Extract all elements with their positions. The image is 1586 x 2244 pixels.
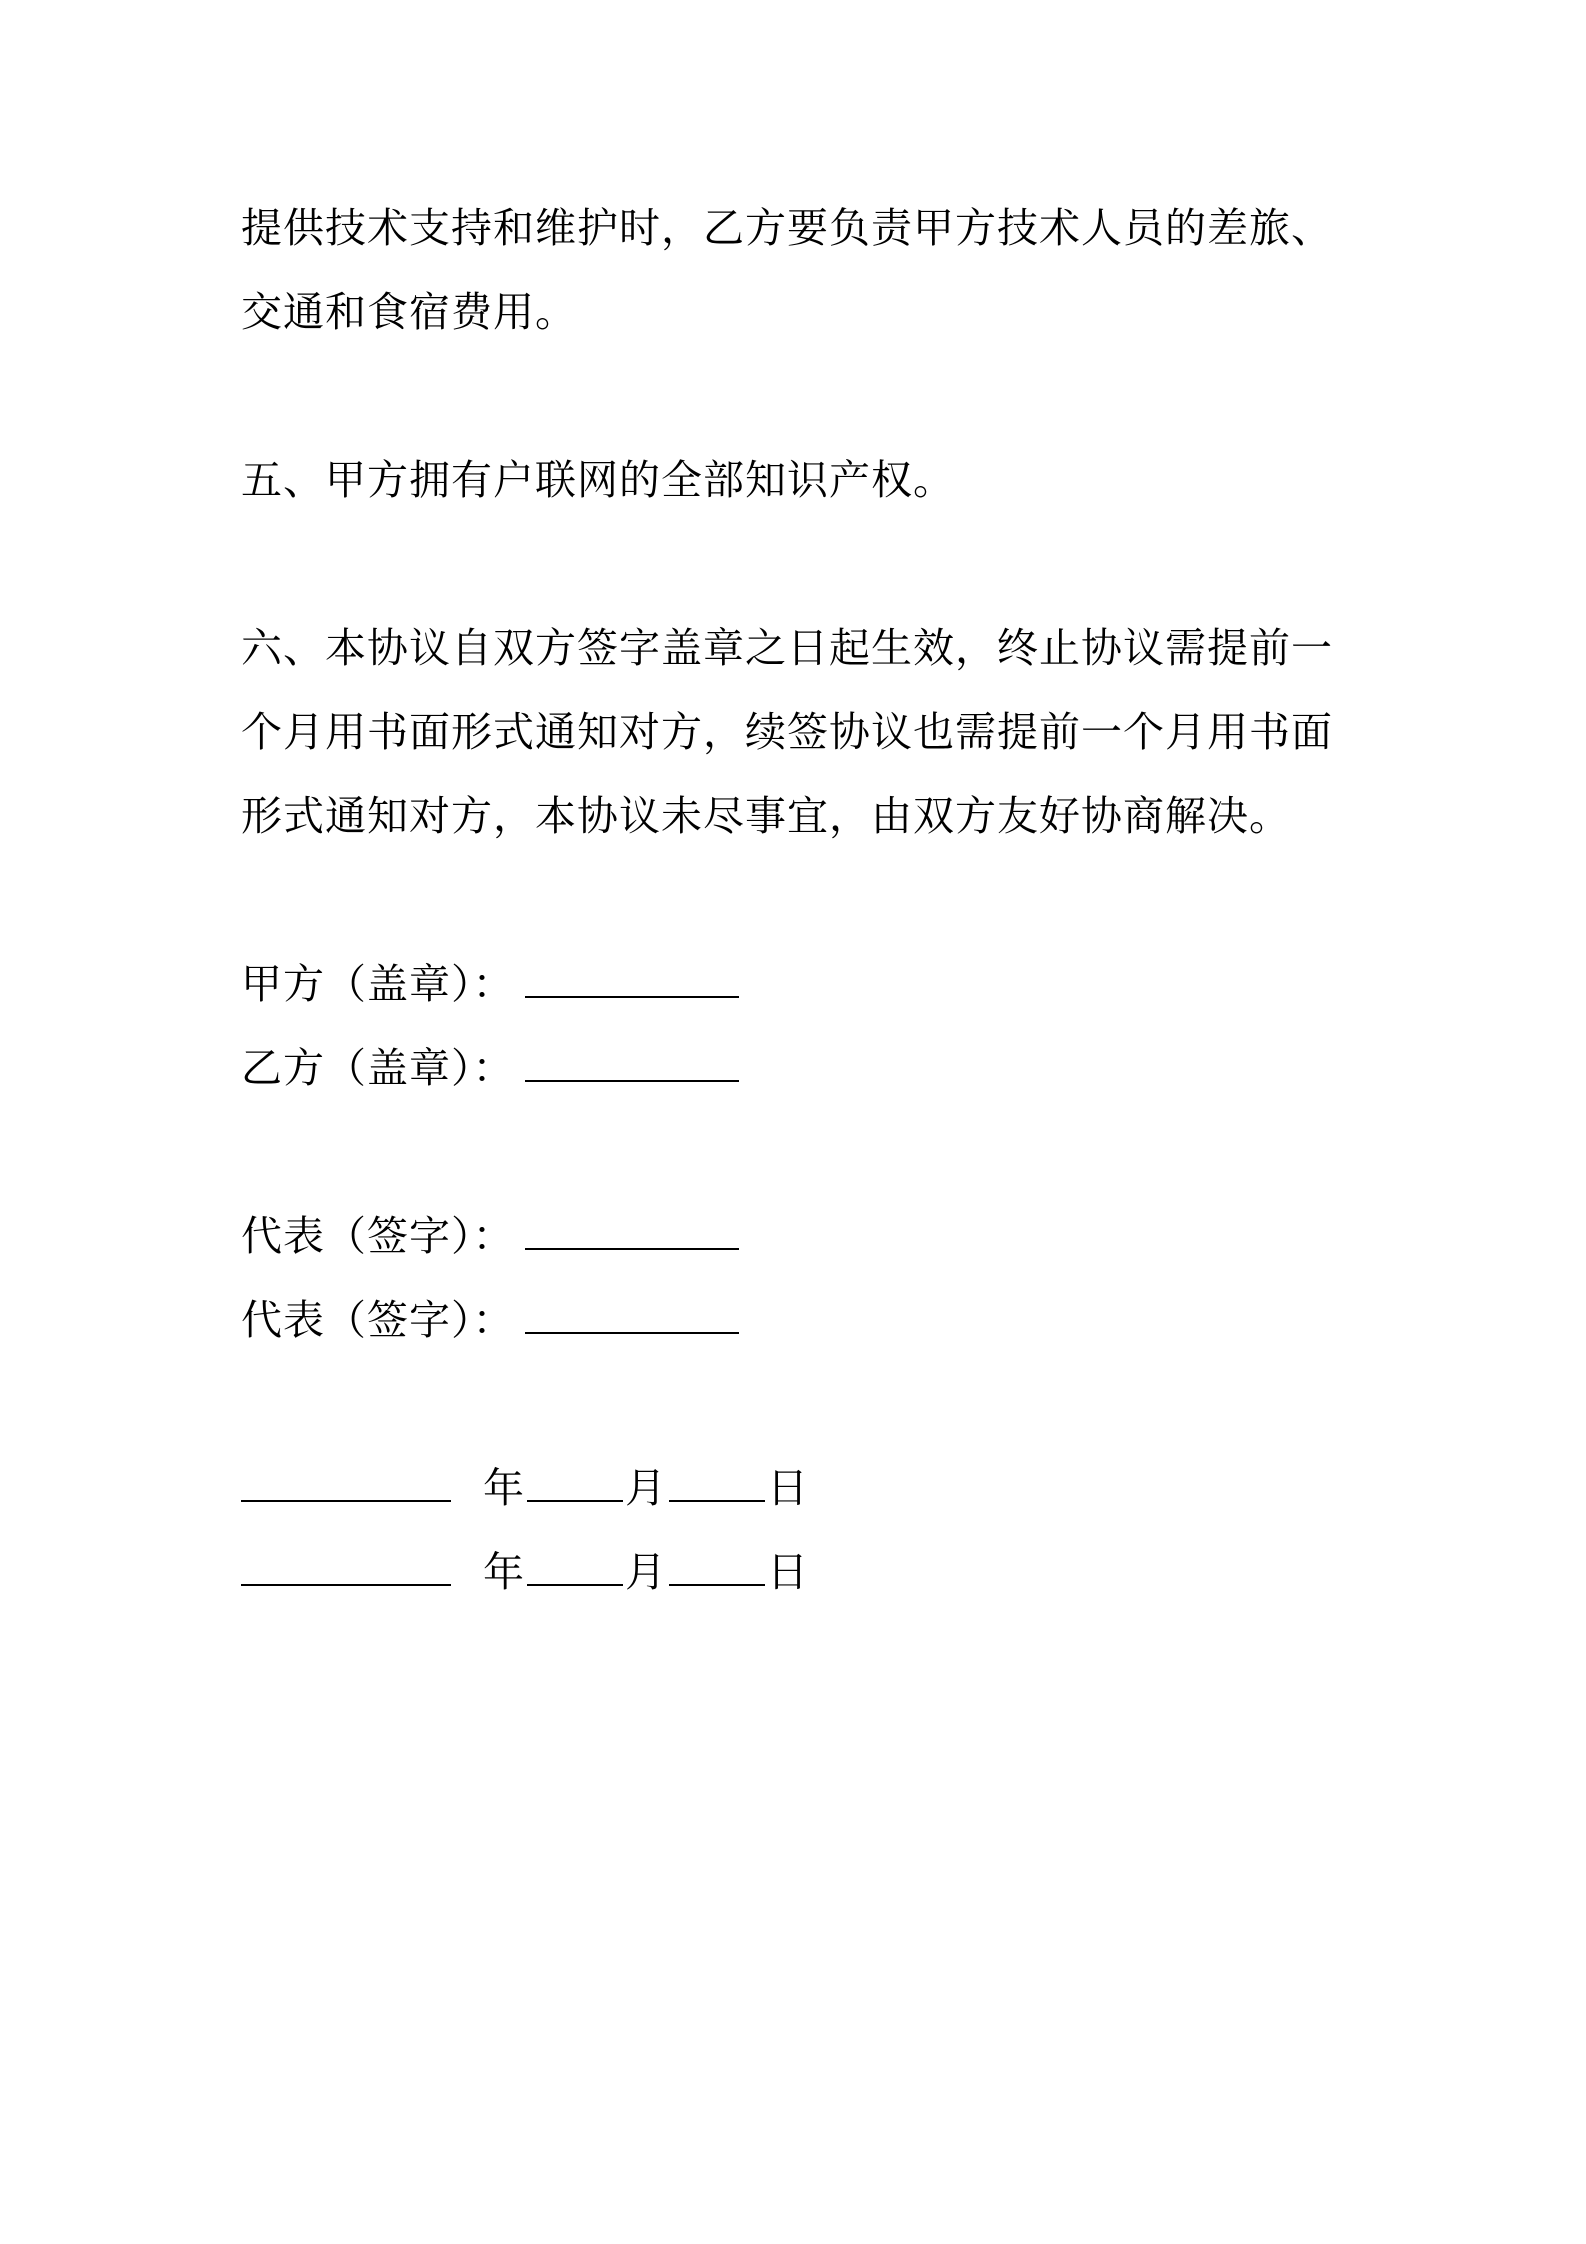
party-a-seal-row: [241, 954, 739, 1014]
date-1-year-label: 年: [483, 1464, 526, 1512]
representative-2-blank[interactable]: [525, 1296, 739, 1334]
date-2-month-label: 月: [625, 1548, 668, 1596]
date-1-day-blank[interactable]: [669, 1464, 765, 1502]
representative-2-label: 代表（签字）：: [241, 1296, 515, 1344]
date-2-month-blank[interactable]: [527, 1548, 623, 1586]
date-1-year-blank[interactable]: [241, 1464, 451, 1502]
date-2-year-label: 年: [483, 1548, 526, 1596]
paragraph-4-line-2: 交通和食宿费用。: [241, 288, 577, 336]
date-1-month-label: 月: [625, 1464, 668, 1512]
paragraph-4-line-1: 提供技术支持和维护时，乙方要负责甲方技术人员的差旅、: [241, 204, 1333, 252]
representative-1-row: [241, 1206, 739, 1266]
date-2-day-label: 日: [767, 1548, 810, 1596]
party-a-seal-blank[interactable]: [525, 960, 739, 998]
party-b-seal-row: [241, 1038, 739, 1098]
date-row-1: [241, 1458, 811, 1518]
party-b-seal-blank[interactable]: [525, 1044, 739, 1082]
date-1-day-label: 日: [767, 1464, 810, 1512]
paragraph-6-line-1: 六、本协议自双方签字盖章之日起生效，终止协议需提前一: [241, 624, 1333, 672]
party-b-seal-label: 乙方（盖章）：: [241, 1044, 515, 1092]
date-row-2: [241, 1542, 811, 1602]
paragraph-6-line-2: 个月用书面形式通知对方，续签协议也需提前一个月用书面: [241, 708, 1333, 756]
representative-1-blank[interactable]: [525, 1212, 739, 1250]
representative-2-row: [241, 1290, 739, 1350]
representative-1-label: 代表（签字）：: [241, 1212, 515, 1260]
date-2-year-blank[interactable]: [241, 1548, 451, 1586]
paragraph-6-line-3: 形式通知对方，本协议未尽事宜，由双方友好协商解决。: [241, 792, 1291, 840]
date-1-month-blank[interactable]: [527, 1464, 623, 1502]
date-2-day-blank[interactable]: [669, 1548, 765, 1586]
party-a-seal-label: 甲方（盖章）：: [241, 960, 515, 1008]
paragraph-5-line-1: 五、甲方拥有户联网的全部知识产权。: [241, 456, 955, 504]
